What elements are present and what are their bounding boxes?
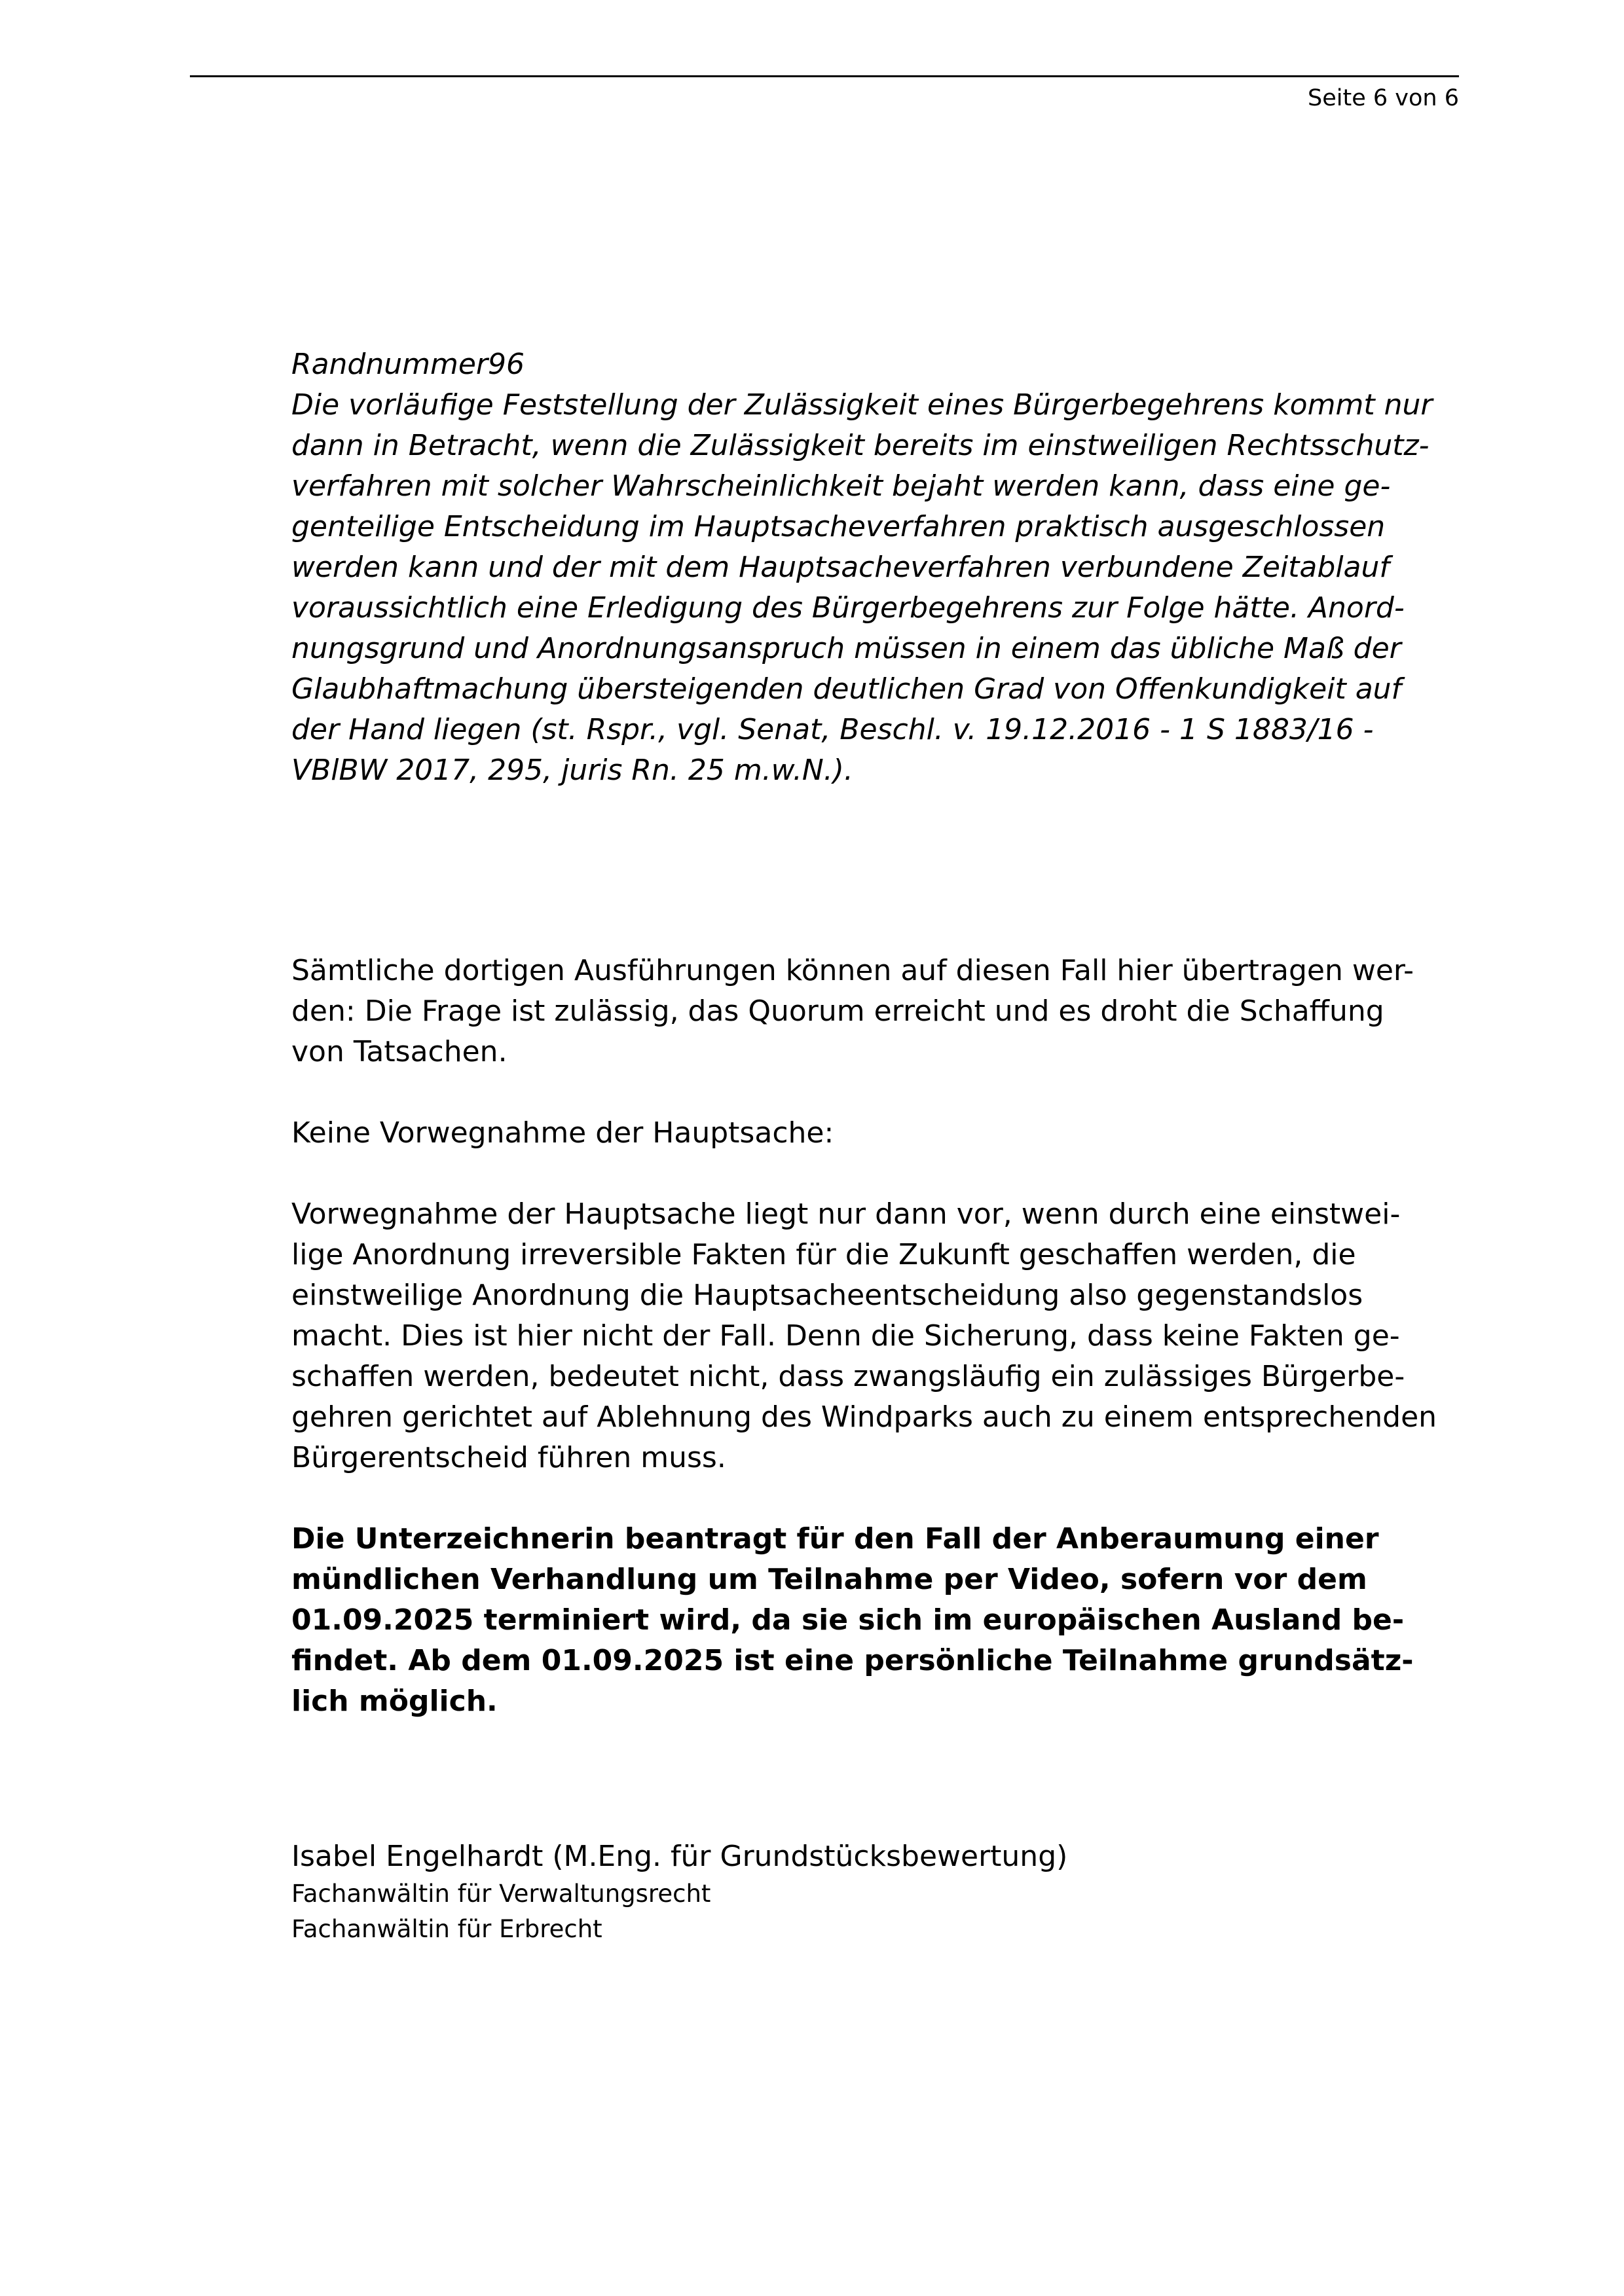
paragraph-line: den: Die Frage ist zulässig, das Quorum erreicht und es droht die Schaffung <box>291 994 1384 1028</box>
request-line: 01.09.2025 terminiert wird, da sie sich im europäischen Ausland be- <box>291 1603 1405 1637</box>
paragraph-line: gehren gerichtet auf Ablehnung des Windparks auch zu einem entsprechenden <box>291 1400 1437 1434</box>
quote-line: dann in Betracht, wenn die Zulässigkeit bereits im einstweiligen Rechtsschutz- <box>291 429 1430 462</box>
paragraph-line: lige Anordnung irreversible Fakten für die Zukunft geschaffen werden, die <box>291 1238 1356 1271</box>
quote-line: nungsgrund und Anordnungsanspruch müssen in einem das übliche Maß der <box>291 632 1401 665</box>
quote-line: verfahren mit solcher Wahrscheinlichkeit bejaht werden kann, dass eine ge- <box>291 469 1391 503</box>
paragraph-line: von Tatsachen. <box>291 1035 507 1068</box>
quote-line: Die vorläufige Feststellung der Zulässigkeit eines Bürgerbegehrens kommt nur <box>291 388 1433 422</box>
request-line: findet. Ab dem 01.09.2025 ist eine persönliche Teilnahme grundsätz- <box>291 1644 1414 1677</box>
request-line: mündlichen Verhandlung um Teilnahme per Video, sofern vor dem <box>291 1563 1367 1596</box>
paragraph-line: macht. Dies ist hier nicht der Fall. Denn die Sicherung, dass keine Fakten ge- <box>291 1319 1400 1353</box>
paragraph-line: Sämtliche dortigen Ausführungen können auf diesen Fall hier übertragen wer- <box>291 954 1414 987</box>
quote-line: werden kann und der mit dem Hauptsacheverfahren verbundene Zeitablauf <box>291 551 1390 584</box>
header-rule <box>190 75 1459 77</box>
paragraph-line: Bürgerentscheid führen muss. <box>291 1441 726 1474</box>
paragraph-line: Vorwegnahme der Hauptsache liegt nur dann vor, wenn durch eine einstwei- <box>291 1197 1401 1231</box>
page-number: Seite 6 von 6 <box>1308 85 1459 111</box>
signatory-title-inheritance-law: Fachanwältin für Erbrecht <box>291 1915 602 1943</box>
anticipation-paragraph <box>291 1194 1464 1478</box>
signatory-title-administrative-law: Fachanwältin für Verwaltungsrecht <box>291 1880 711 1908</box>
heading-text: Keine Vorwegnahme der Hauptsache: <box>291 1116 834 1150</box>
request-line: lich möglich. <box>291 1685 498 1718</box>
signatory-name: Isabel Engelhardt (M.Eng. für Grundstücksbewertung) <box>291 1840 1068 1873</box>
transfer-paragraph <box>291 951 1464 1072</box>
quote-line: genteilige Entscheidung im Hauptsacheverfahren praktisch ausgeschlossen <box>291 510 1386 543</box>
quote-line: voraussichtlich eine Erledigung des Bürgerbegehrens zur Folge hätte. Anord- <box>291 591 1405 625</box>
quote-line: VBlBW 2017, 295, juris Rn. 25 m.w.N.). <box>291 754 853 787</box>
quote-line: Glaubhaftmachung übersteigenden deutlichen Grad von Offenkundigkeit auf <box>291 672 1402 706</box>
request-line: Die Unterzeichnerin beantragt für den Fall der Anberaumung einer <box>291 1522 1379 1556</box>
quote-line: der Hand liegen (st. Rspr., vgl. Senat, Beschl. v. 19.12.2016 - 1 S 1883/16 - <box>291 713 1374 746</box>
quoted-passage <box>291 344 1464 791</box>
video-participation-request <box>291 1519 1464 1722</box>
paragraph-line: schaffen werden, bedeutet nicht, dass zwangsläufig ein zulässiges Bürgerbe- <box>291 1360 1405 1393</box>
paragraph-line: einstweilige Anordnung die Hauptsacheentscheidung also gegenstandslos <box>291 1279 1363 1312</box>
section-heading <box>291 1113 1464 1154</box>
margin-number-label: Randnummer96 <box>291 348 525 381</box>
